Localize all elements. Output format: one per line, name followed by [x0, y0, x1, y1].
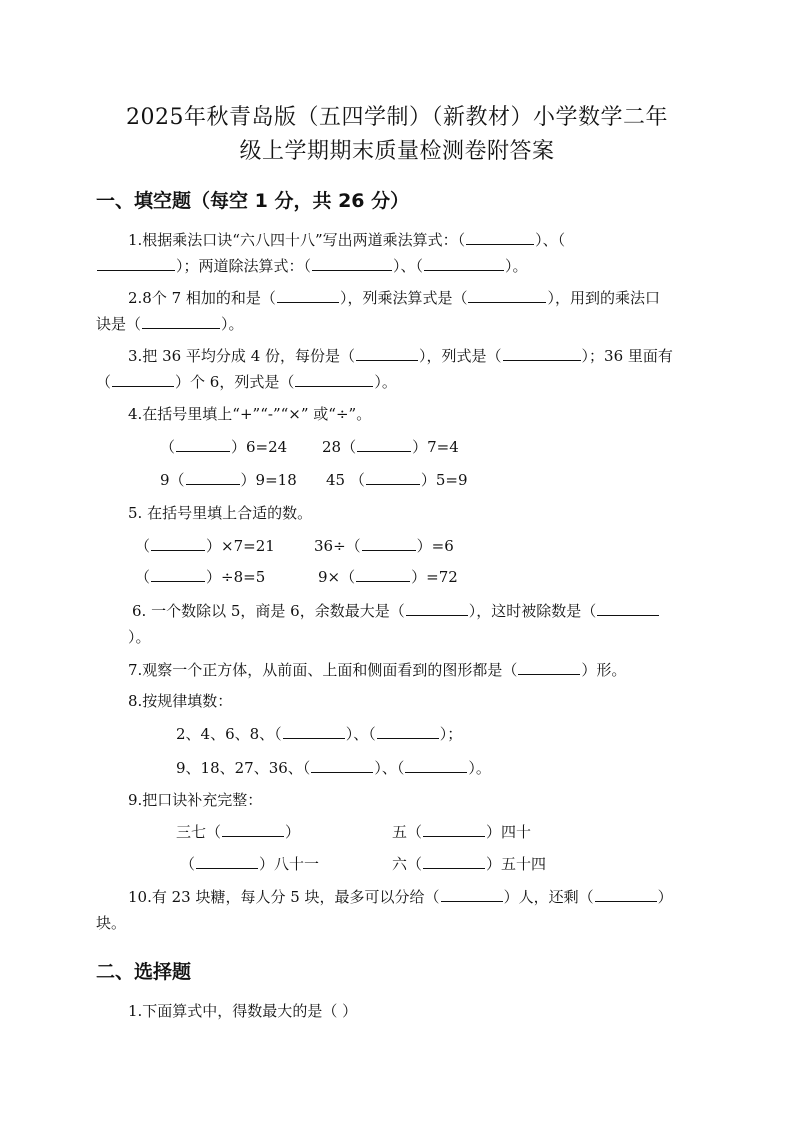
question-5-item: 36÷（ ）=6: [314, 537, 454, 555]
question-2-line1: 2.8个 7 相加的和是（ ），列乘法算式是（ ），用到的乘法口: [128, 289, 660, 307]
question-9-item: 三七（ ）: [176, 823, 301, 841]
answer-blank[interactable]: [142, 314, 220, 329]
question-1-line1: 1.根据乘法口诀“六八四十八”写出两道乘法算式：（ ）、（: [128, 231, 566, 249]
answer-blank[interactable]: [518, 660, 580, 675]
answer-blank[interactable]: [595, 887, 657, 902]
answer-blank[interactable]: [222, 822, 284, 837]
answer-blank[interactable]: [283, 724, 345, 739]
question-4-item: 45 （ ）5=9: [326, 471, 468, 489]
answer-blank[interactable]: [406, 601, 468, 616]
question-8-prompt: 8.按规律填数：: [128, 692, 233, 710]
question-4-prompt: 4.在括号里填上“+”“-”“×” 或“÷”。: [128, 405, 372, 423]
answer-blank[interactable]: [362, 536, 416, 551]
section-heading-multiple-choice: 二、选择题: [96, 961, 192, 983]
answer-blank[interactable]: [312, 256, 392, 271]
answer-blank[interactable]: [356, 567, 410, 582]
section-heading-fill-in: 一、填空题（每空 1 分，共 26 分）: [96, 190, 410, 212]
question-8-sequence-2: 9、18、27、36、（ ）、（ ）。: [176, 759, 491, 777]
question-10-line2: 块。: [96, 914, 127, 932]
question-3-line2: （ ）个 6，列式是（ ）。: [96, 373, 397, 391]
answer-blank[interactable]: [295, 372, 373, 387]
answer-blank[interactable]: [423, 822, 485, 837]
answer-blank[interactable]: [377, 724, 439, 739]
page-title-line2: 级上学期期末质量检测卷附答案: [239, 139, 555, 164]
answer-blank[interactable]: [356, 346, 418, 361]
answer-blank[interactable]: [277, 288, 339, 303]
answer-blank[interactable]: [423, 854, 485, 869]
question-9-item: 五（ ）四十: [392, 823, 532, 841]
answer-blank[interactable]: [405, 758, 467, 773]
answer-blank[interactable]: [151, 567, 205, 582]
question-7: 7.观察一个正方体，从前面、上面和侧面看到的图形都是（ ）形。: [128, 661, 627, 679]
answer-blank[interactable]: [597, 601, 659, 616]
question-5-item: 9×（ ）=72: [318, 568, 458, 586]
answer-blank[interactable]: [196, 854, 258, 869]
question-9-prompt: 9.把口诀补充完整：: [128, 791, 263, 809]
question-5-item: （ ）÷8=5: [135, 568, 266, 586]
question-8-sequence-1: 2、4、6、8、（ ）、（ ）；: [176, 725, 463, 743]
question-6-line1: 6. 一个数除以 5，商是 6，余数最大是（ ），这时被除数是（: [132, 600, 660, 622]
answer-blank[interactable]: [186, 470, 240, 485]
answer-blank[interactable]: [357, 437, 411, 452]
question-9-item: （ ）八十一: [180, 855, 320, 873]
question-9-item: 六（ ）五十四: [392, 855, 547, 873]
question-6-line2: ）。: [128, 628, 151, 646]
page-title-line1: 2025年秋青岛版（五四学制）（新教材）小学数学二年: [126, 105, 668, 130]
answer-blank[interactable]: [176, 437, 230, 452]
question-5-item: （ ）×7=21: [135, 537, 275, 555]
choice-question-1: 1.下面算式中，得数最大的是（ ）: [128, 1002, 358, 1020]
question-1-line2: ）；两道除法算式：（ ）、（ ）。: [96, 255, 528, 277]
answer-blank[interactable]: [468, 288, 546, 303]
question-4-item: 9（ ）9=18: [160, 471, 297, 489]
question-3-line1: 3.把 36 平均分成 4 份，每份是（ ），列式是（ ）；36 里面有: [128, 347, 673, 365]
answer-blank[interactable]: [503, 346, 581, 361]
question-4-item: 28（ ）7=4: [322, 438, 459, 456]
answer-blank[interactable]: [112, 372, 174, 387]
question-10-line1: 10.有 23 块糖，每人分 5 块，最多可以分给（ ）人，还剩（ ）: [128, 888, 673, 906]
answer-blank[interactable]: [441, 887, 503, 902]
answer-blank[interactable]: [97, 256, 175, 271]
answer-blank[interactable]: [151, 536, 205, 551]
answer-blank[interactable]: [366, 470, 420, 485]
answer-blank[interactable]: [311, 758, 373, 773]
question-5-prompt: 5. 在括号里填上合适的数。: [128, 504, 313, 522]
question-2-line2: 诀是（ ）。: [96, 315, 244, 333]
answer-blank[interactable]: [424, 256, 504, 271]
question-4-item: （ ）6=24: [160, 438, 288, 456]
answer-blank[interactable]: [466, 230, 534, 245]
